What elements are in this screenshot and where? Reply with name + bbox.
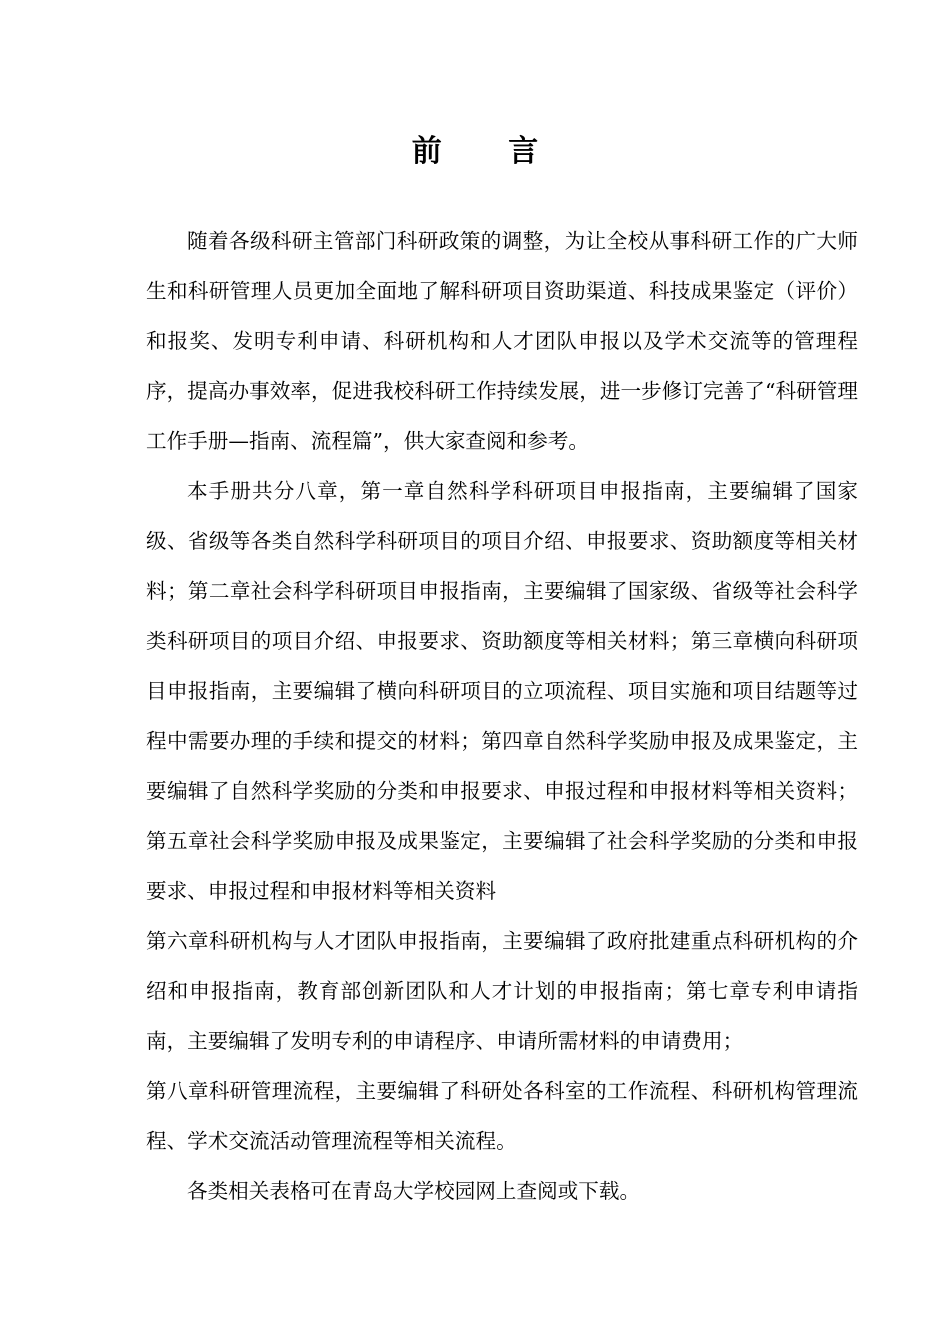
preface-paragraph-3: 各类相关表格可在青岛大学校园网上查阅或下载。 — [187, 1179, 641, 1203]
preface-paragraph-2: 本手册共分八章，第一章自然科学科研项目申报指南，主要编辑了国家级、省级等各类自然科学科研项目的项目介绍、申报要求、资助额度等相关材料；第二章社会科学科研项目申报指南，主要编辑了国家级、省级等社会科学类科研项目的项目介绍、申报要求、资助额度等相关材料；第三章横向科研项目申报指南，主要编辑了横向科研项目的立项流程、项目实施和项目结题等过程中需要办理的手续和提交的材料；第四章自然科学奖励申报及成果鉴定，主要编辑了自然科学奖励的分类和申报要求、申报过程和申报材料等相关资料；第五章社会科学奖励申报及成果鉴定，主要编辑了社会科学奖励的分类和申报要求、申报过程和申报材料等相关资料 第六章科研机构与人才团队申报指南，主要编辑了政府批建重点科研机构的介绍和申报指南，教育部创新团队和人才计划的申报指南；第七章专利申请指南，主要编辑了发明专利的申请程序、申请所需材料的申请费用； 第八章科研管理流程，主要编辑了科研处各科室的工作流程、科研机构管理流程、学术交流活动管理流程等相关流程。 — [146, 479, 858, 1153]
preface-body — [146, 216, 858, 1216]
preface-paragraph-1: 随着各级科研主管部门科研政策的调整，为让全校从事科研工作的广大师生和科研管理人员更加全面地了解科研项目资助渠道、科技成果鉴定（评价）和报奖、发明专利申请、科研机构和人才团队申报以及学术交流等的管理程序，提高办事效率，促进我校科研工作持续发展，进一步修订完善了“科研管理工作手册—指南、流程篇”，供大家查阅和参考。 — [146, 229, 858, 453]
page-title: 前 言 — [411, 134, 567, 169]
